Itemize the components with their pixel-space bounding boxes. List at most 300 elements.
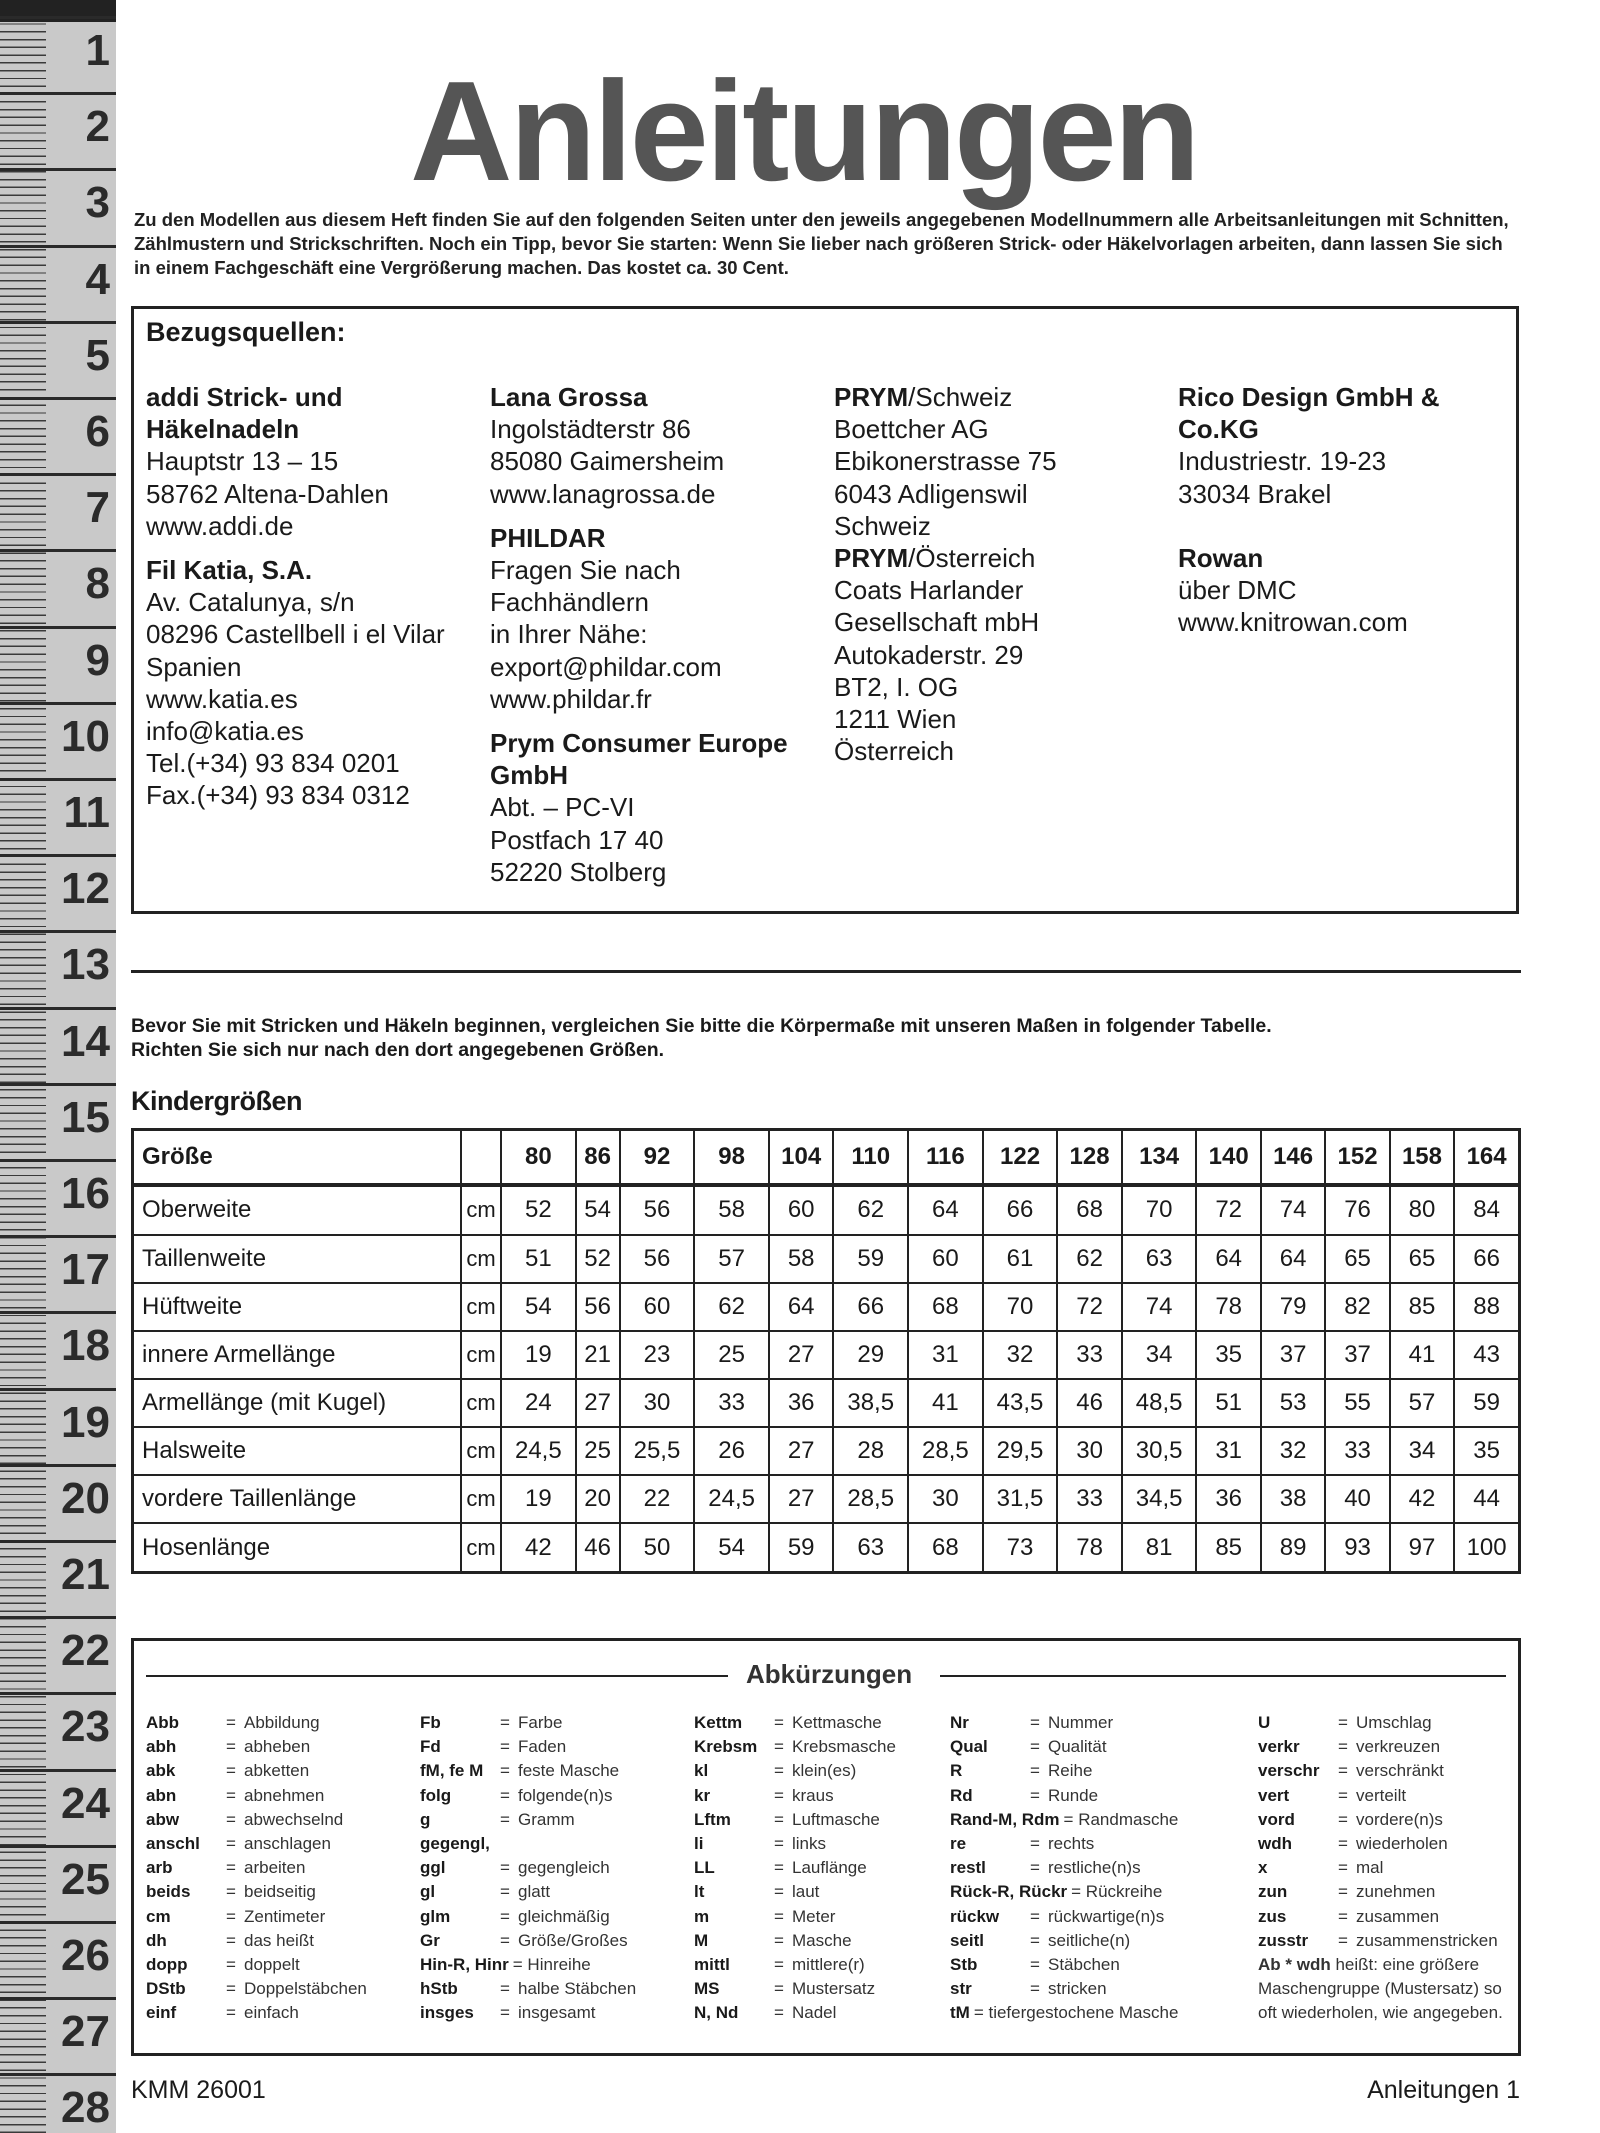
measurement-cell: 46: [1057, 1379, 1121, 1427]
measurement-cell: 34: [1390, 1427, 1454, 1475]
rowan-line: über DMC: [1178, 575, 1297, 606]
prym-consumer-name: Prym Consumer Europe: [490, 728, 788, 759]
ruler-number: 22: [61, 1626, 110, 1676]
measurement-label: Armellänge (mit Kugel): [133, 1379, 462, 1427]
abbreviation-meaning: Stäbchen: [1048, 1954, 1120, 1974]
abbreviations-rule-right: [940, 1675, 1506, 1677]
prym-brand: PRYM: [834, 543, 909, 574]
measurement-cell: 26: [694, 1427, 769, 1475]
abbreviation-equals: =: [226, 1954, 236, 1974]
abbreviation-meaning: laut: [792, 1882, 820, 1902]
measurement-label: Oberweite: [133, 1185, 462, 1235]
note-line: [1258, 1953, 1508, 1977]
size-instructions-line-2: Richten Sie sich nur nach den dort angegebenen Größen.: [131, 1039, 665, 1061]
measurement-cell: 55: [1325, 1379, 1389, 1427]
abbreviation-equals: =: [1030, 1906, 1040, 1926]
abbreviation-row: [146, 2001, 367, 2025]
measurement-cell: 42: [1390, 1475, 1454, 1523]
measurement-cell: 62: [1057, 1235, 1121, 1283]
measurement-cell: 89: [1261, 1523, 1325, 1572]
measurement-cell: 58: [694, 1185, 769, 1235]
measurement-cell: 46: [576, 1523, 620, 1572]
ruler-number: 21: [61, 1550, 110, 1599]
abbreviation-row: [694, 1929, 896, 1953]
prym-consumer-name-2: GmbH: [490, 760, 568, 791]
size-header-cell: 134: [1122, 1130, 1197, 1186]
measurement-cell: 41: [1390, 1331, 1454, 1379]
abbreviation-equals: =: [500, 1785, 510, 1805]
katia-phone: Tel.(+34) 93 834 0201: [146, 748, 400, 779]
abbreviation-equals: =: [774, 1979, 784, 1999]
abbreviation-row: [146, 1711, 367, 1735]
abbreviation-meaning: = Hinreihe: [512, 1954, 591, 1974]
abbreviation-meaning: kraus: [792, 1785, 834, 1805]
abbreviation-meaning: Nummer: [1048, 1713, 1114, 1732]
measurement-cell: 28,5: [908, 1427, 983, 1475]
abbreviation-equals: =: [226, 1761, 236, 1781]
abbreviation-meaning: abketten: [244, 1761, 310, 1781]
abbreviation-key: restl: [950, 1858, 986, 1878]
table-row: [133, 1427, 1520, 1475]
prym-schweiz-name: [834, 381, 1164, 413]
abbreviation-key: glm: [420, 1906, 451, 1926]
measurement-cell: 22: [620, 1475, 695, 1523]
measurement-cell: 31: [908, 1331, 983, 1379]
abbreviation-meaning: Meter: [792, 1906, 836, 1926]
abbreviation-row: [420, 1977, 636, 2001]
measurement-cell: 56: [576, 1283, 620, 1331]
abbreviation-meaning: gegengleich: [518, 1858, 610, 1878]
measurement-cell: 78: [1196, 1283, 1260, 1331]
abbreviation-equals: =: [774, 1737, 784, 1757]
measurement-cell: 58: [769, 1235, 833, 1283]
measurement-cell: 62: [694, 1283, 769, 1331]
size-table-title: Kindergrößen: [131, 1086, 303, 1116]
measurement-cell: 78: [1057, 1523, 1121, 1572]
abbreviation-equals: =: [1338, 1713, 1348, 1732]
ruler-number: 1: [85, 26, 110, 75]
ruler-major-tick: [0, 1388, 116, 1391]
measurement-cell: 41: [908, 1379, 983, 1427]
abbreviation-row: [420, 1784, 636, 1808]
size-instructions: [131, 1014, 1521, 1062]
addi-name: addi Strick- und: [146, 382, 343, 412]
spacer: [490, 715, 830, 727]
ruler-major-tick: [0, 626, 116, 629]
abbreviation-row: [1258, 1784, 1498, 1808]
abbreviation-row: [146, 1977, 367, 2001]
measurement-cell: 64: [769, 1283, 833, 1331]
measurement-cell: 59: [769, 1523, 833, 1572]
table-row: [133, 1379, 1520, 1427]
abbreviation-row: [420, 1711, 636, 1735]
abbreviation-row: [694, 1808, 896, 1832]
abbreviation-row: [950, 2001, 1178, 2025]
abbreviation-key: g: [420, 1809, 431, 1829]
size-header-cell: 140: [1196, 1130, 1260, 1186]
measurement-cell: 64: [1261, 1235, 1325, 1283]
phildar-line: Fragen Sie nach Fachhändlern: [490, 555, 681, 618]
measurement-cell: 48,5: [1122, 1379, 1197, 1427]
measurement-cell: 33: [1057, 1331, 1121, 1379]
ruler-number: 3: [85, 178, 110, 228]
abbreviation-row: [950, 1711, 1178, 1735]
measurement-cell: 33: [1057, 1475, 1121, 1523]
ruler-major-tick: [0, 397, 116, 400]
abbreviation-equals: =: [774, 1809, 784, 1829]
measuring-ruler: [0, 0, 116, 2133]
abbreviation-meaning: Doppelstäbchen: [244, 1979, 367, 1999]
measurement-cell: 85: [1196, 1523, 1260, 1572]
abbreviation-key: Gr: [420, 1930, 440, 1950]
abbreviations-title: Abkürzungen: [734, 1659, 924, 1690]
abbreviation-equals: =: [500, 1737, 510, 1757]
abbreviation-row: [420, 1856, 636, 1880]
abbreviation-row: [694, 1784, 896, 1808]
abbreviation-meaning: = Rückreihe: [1071, 1882, 1163, 1902]
measurement-cell: 27: [769, 1475, 833, 1523]
measurement-cell: 93: [1325, 1523, 1389, 1572]
unit-cell: cm: [461, 1475, 501, 1523]
size-header-cell: 92: [620, 1130, 695, 1186]
abbreviation-equals: =: [774, 2003, 784, 2023]
note-line: Maschengruppe (Mustersatz) so: [1258, 1979, 1502, 1999]
measurement-cell: 63: [1122, 1235, 1197, 1283]
abbreviation-equals: =: [1338, 1737, 1348, 1757]
abbreviation-key: kr: [694, 1785, 711, 1805]
ruler-number: 12: [61, 864, 110, 914]
country: /Schweiz: [908, 382, 1013, 412]
abbreviation-row: [1258, 1735, 1498, 1759]
abbreviation-row: [950, 1832, 1178, 1856]
abbreviation-key: Fd: [420, 1737, 441, 1757]
ruler-major-tick: [0, 321, 116, 324]
abbreviation-key: m: [694, 1906, 710, 1926]
ruler-major-tick: [0, 1464, 116, 1467]
measurement-cell: 82: [1325, 1283, 1389, 1331]
abbreviation-meaning: restliche(n)s: [1048, 1858, 1141, 1878]
ruler-major-tick: [0, 1692, 116, 1695]
abbreviation-meaning: zusammenstricken: [1356, 1930, 1498, 1950]
measurement-cell: 27: [769, 1427, 833, 1475]
abbreviation-key: li: [694, 1833, 704, 1853]
unit-cell: cm: [461, 1235, 501, 1283]
abbreviation-meaning: rechts: [1048, 1833, 1095, 1853]
abbreviation-meaning: Faden: [518, 1737, 567, 1757]
measurement-cell: 27: [576, 1379, 620, 1427]
abbreviation-key: Kettm: [694, 1713, 743, 1732]
abbreviation-equals: =: [774, 1930, 784, 1950]
abbreviation-row: [420, 1735, 636, 1759]
abbreviation-meaning: Kettmasche: [792, 1713, 882, 1732]
abbreviation-equals: =: [774, 1906, 784, 1926]
measurement-cell: 28: [833, 1427, 908, 1475]
measurement-cell: 60: [769, 1185, 833, 1235]
abbreviation-key: Rück-R, Rückr: [950, 1882, 1068, 1902]
abbreviation-meaning: links: [792, 1833, 827, 1853]
ruler-major-tick: [0, 245, 116, 248]
measurement-cell: 64: [908, 1185, 983, 1235]
prym-consumer-line: Postfach 17 40: [490, 824, 664, 855]
unit-cell: cm: [461, 1283, 501, 1331]
measurement-label: Taillenweite: [133, 1235, 462, 1283]
ruler-number: 6: [85, 407, 110, 456]
abbreviation-meaning: halbe Stäbchen: [518, 1979, 637, 1999]
abbreviation-key: M: [694, 1930, 709, 1950]
abbreviation-equals: =: [1338, 1906, 1348, 1926]
rowan-web: www.knitrowan.com: [1178, 607, 1408, 638]
abbreviation-equals: =: [226, 2003, 236, 2023]
unit-cell: cm: [461, 1427, 501, 1475]
prym-oesterreich-line: 1211 Wien: [834, 704, 957, 735]
measurement-cell: 60: [620, 1283, 695, 1331]
ruler-number: 17: [61, 1245, 110, 1295]
measurement-cell: 27: [769, 1331, 833, 1379]
abbreviation-row: [950, 1905, 1178, 1929]
size-table: [131, 1128, 1521, 1574]
abbreviation-meaning: beidseitig: [244, 1882, 316, 1902]
measurement-cell: 54: [501, 1283, 576, 1331]
prym-consumer-line: Abt. – PC-VI: [490, 792, 635, 823]
abbreviation-key: R: [950, 1761, 963, 1781]
divider-line: [131, 970, 1521, 973]
size-header-cell: 98: [694, 1130, 769, 1186]
ruler-number: 7: [85, 483, 110, 533]
addi-web: www.addi.de: [146, 510, 294, 541]
abbreviation-meaning: stricken: [1048, 1979, 1107, 1999]
lana-name: Lana Grossa: [490, 382, 648, 412]
size-header-label: Größe: [133, 1130, 462, 1186]
table-row: [133, 1331, 1520, 1379]
measurement-cell: 62: [833, 1185, 908, 1235]
abbreviation-key: beids: [146, 1882, 191, 1902]
spacer: [146, 542, 476, 554]
measurement-cell: 65: [1390, 1235, 1454, 1283]
measurement-cell: 24,5: [501, 1427, 576, 1475]
sources-heading: Bezugsquellen:: [146, 317, 346, 347]
prym-oesterreich-line: BT2, I. OG: [834, 671, 959, 702]
ruler-major-tick: [0, 1311, 116, 1314]
abbreviation-key: Nr: [950, 1713, 969, 1732]
abbreviation-key: verschr: [1258, 1761, 1320, 1781]
measurement-cell: 33: [694, 1379, 769, 1427]
sources-column-2: [490, 381, 830, 888]
ruler-number: 25: [61, 1854, 110, 1904]
abbreviation-row: [420, 2001, 636, 2025]
abbreviation-row: [694, 1711, 896, 1735]
abbreviation-meaning: insgesamt: [518, 2003, 596, 2023]
abbreviation-equals: =: [226, 1882, 236, 1902]
measurement-cell: 60: [908, 1235, 983, 1283]
phildar-line: in Ihrer Nähe:: [490, 619, 648, 650]
abbreviation-row: [146, 1880, 367, 1904]
measurement-cell: 97: [1390, 1523, 1454, 1572]
abbreviation-equals: =: [1030, 1713, 1040, 1732]
prym-schweiz-line: Ebikonerstrasse 75: [834, 446, 1057, 477]
ruler-number: 10: [61, 711, 110, 761]
rico-name: Rico Design GmbH & Co.KG: [1178, 382, 1440, 445]
measurement-cell: 53: [1261, 1379, 1325, 1427]
abbreviation-meaning: folgende(n)s: [518, 1785, 613, 1805]
abbreviation-equals: =: [226, 1713, 236, 1732]
abbreviation-equals: =: [774, 1882, 784, 1902]
ruler-major-tick: [0, 92, 116, 95]
abbreviation-row: [694, 1735, 896, 1759]
phildar-web: www.phildar.fr: [490, 683, 652, 714]
abbreviation-row: [694, 1905, 896, 1929]
abbreviation-key: tM: [950, 2003, 970, 2023]
measurement-cell: 76: [1325, 1185, 1389, 1235]
ruler-number: 8: [85, 559, 110, 609]
measurement-cell: 57: [1390, 1379, 1454, 1427]
addi-name-2: Häkelnadeln: [146, 414, 300, 445]
abbreviation-meaning: Nadel: [792, 2003, 837, 2023]
measurement-cell: 28,5: [833, 1475, 908, 1523]
measurement-cell: 31,5: [983, 1475, 1058, 1523]
measurement-cell: 36: [1196, 1475, 1260, 1523]
measurement-cell: 81: [1122, 1523, 1197, 1572]
abbreviation-meaning: feste Masche: [518, 1761, 620, 1781]
abbreviation-meaning: glatt: [518, 1882, 551, 1902]
table-row: [133, 1283, 1520, 1331]
measurement-cell: 79: [1261, 1283, 1325, 1331]
measurement-cell: 50: [620, 1523, 695, 1572]
addi-line: 58762 Altena-Dahlen: [146, 478, 389, 509]
katia-email: info@katia.es: [146, 716, 304, 747]
ruler-number: 14: [61, 1016, 110, 1066]
ruler-major-tick: [0, 1997, 116, 2000]
ruler-major-tick: [0, 778, 116, 781]
abbreviation-key: abh: [146, 1737, 177, 1757]
size-header-cell: 116: [908, 1130, 983, 1186]
katia-line: Av. Catalunya, s/n: [146, 587, 355, 618]
abbreviation-equals: =: [1030, 1833, 1040, 1853]
ruler-number: 16: [61, 1169, 110, 1218]
abbreviation-key: gegengl,: [420, 1833, 490, 1853]
prym-brand: PRYM: [834, 382, 909, 412]
rico-line: Industriestr. 19-23: [1178, 446, 1387, 477]
abbreviation-meaning: vordere(n)s: [1356, 1809, 1443, 1829]
abbreviation-key: Abb: [146, 1713, 180, 1732]
abbreviation-key: LL: [694, 1858, 715, 1878]
measurement-cell: 34: [1122, 1331, 1197, 1379]
abbreviation-key: dh: [146, 1930, 167, 1950]
measurement-cell: 43,5: [983, 1379, 1058, 1427]
measurement-cell: 56: [620, 1185, 695, 1235]
measurement-cell: 73: [983, 1523, 1058, 1572]
abbreviation-key: N, Nd: [694, 2003, 739, 2023]
abbreviation-equals: =: [1030, 1761, 1040, 1781]
abbreviation-meaning: Umschlag: [1356, 1713, 1432, 1732]
abbreviation-meaning: zunehmen: [1356, 1882, 1436, 1902]
abbreviation-equals: =: [500, 1979, 510, 1999]
abbreviation-row: [420, 1832, 636, 1856]
measurement-cell: 30: [908, 1475, 983, 1523]
measurement-cell: 54: [576, 1185, 620, 1235]
measurement-cell: 30: [620, 1379, 695, 1427]
prym-schweiz-line: 6043 Adligenswil: [834, 478, 1028, 509]
abbreviation-column: [420, 1711, 636, 2025]
measurement-cell: 36: [769, 1379, 833, 1427]
phildar-email: export@phildar.com: [490, 651, 722, 682]
measurement-cell: 56: [620, 1235, 695, 1283]
abbreviation-row: [146, 1953, 367, 1977]
size-header-cell: 110: [833, 1130, 908, 1186]
ruler-major-tick: [0, 1540, 116, 1543]
size-header-cell: 158: [1390, 1130, 1454, 1186]
abbreviation-meaning: verteilt: [1356, 1785, 1407, 1805]
abbreviation-equals: =: [774, 1713, 784, 1732]
measurement-cell: 24,5: [694, 1475, 769, 1523]
measurement-cell: 63: [833, 1523, 908, 1572]
abbreviation-row: [694, 1977, 896, 2001]
abbreviation-meaning: Runde: [1048, 1785, 1099, 1805]
abbreviation-row: [146, 1808, 367, 1832]
abbreviation-meaning: Luftmasche: [792, 1809, 880, 1829]
abbreviation-meaning: gleichmäßig: [518, 1906, 610, 1926]
abbreviation-row: [950, 1808, 1178, 1832]
abbreviation-row: [420, 1953, 636, 1977]
abbreviation-key: Fb: [420, 1713, 441, 1732]
katia-web: www.katia.es: [146, 683, 298, 714]
abbreviation-key: wdh: [1258, 1833, 1292, 1853]
ruler-major-tick: [0, 1769, 116, 1772]
rowan-name: Rowan: [1178, 542, 1264, 573]
abbreviation-meaning: wiederholen: [1356, 1833, 1448, 1853]
abbreviation-equals: =: [226, 1833, 236, 1853]
size-header-cell: 152: [1325, 1130, 1389, 1186]
ruler-number: 20: [61, 1473, 110, 1523]
abbreviation-meaning: abheben: [244, 1737, 311, 1757]
measurement-cell: 66: [983, 1185, 1058, 1235]
unit-cell: cm: [461, 1185, 501, 1235]
abbreviation-key: zun: [1258, 1882, 1288, 1902]
measurement-cell: 51: [501, 1235, 576, 1283]
abbreviation-equals: =: [1338, 1809, 1348, 1829]
abbreviation-meaning: abnehmen: [244, 1785, 325, 1805]
sources-column-1: [146, 381, 476, 812]
abbreviation-equals: =: [1338, 1761, 1348, 1781]
abbreviation-equals: =: [500, 1930, 510, 1950]
measurement-cell: 68: [908, 1283, 983, 1331]
measurement-cell: 19: [501, 1475, 576, 1523]
abbreviation-key: Rd: [950, 1785, 973, 1805]
abbreviation-key: MS: [694, 1979, 720, 1999]
abbreviation-key: Rand-M, Rdm: [950, 1809, 1060, 1829]
abbreviation-key: cm: [146, 1906, 171, 1926]
abbreviation-key: insges: [420, 2003, 474, 2023]
abbreviation-key: DStb: [146, 1979, 186, 1999]
abbreviation-equals: =: [226, 1979, 236, 1999]
abbreviation-key: re: [950, 1833, 967, 1853]
size-header-cell: 122: [983, 1130, 1058, 1186]
abbreviation-row: [146, 1856, 367, 1880]
measurement-cell: 72: [1196, 1185, 1260, 1235]
measurement-cell: 21: [576, 1331, 620, 1379]
measurement-cell: 70: [1122, 1185, 1197, 1235]
unit-cell: cm: [461, 1331, 501, 1379]
abbreviation-row: [694, 1832, 896, 1856]
measurement-cell: 35: [1454, 1427, 1519, 1475]
ruler-number: 13: [61, 940, 110, 990]
abbreviation-key: Lftm: [694, 1809, 731, 1829]
measurement-cell: 23: [620, 1331, 695, 1379]
measurement-cell: 52: [501, 1185, 576, 1235]
ruler-number: 18: [61, 1321, 110, 1371]
abbreviation-row: [950, 1784, 1178, 1808]
measurement-cell: 32: [1261, 1427, 1325, 1475]
ruler-number: 4: [85, 254, 110, 304]
